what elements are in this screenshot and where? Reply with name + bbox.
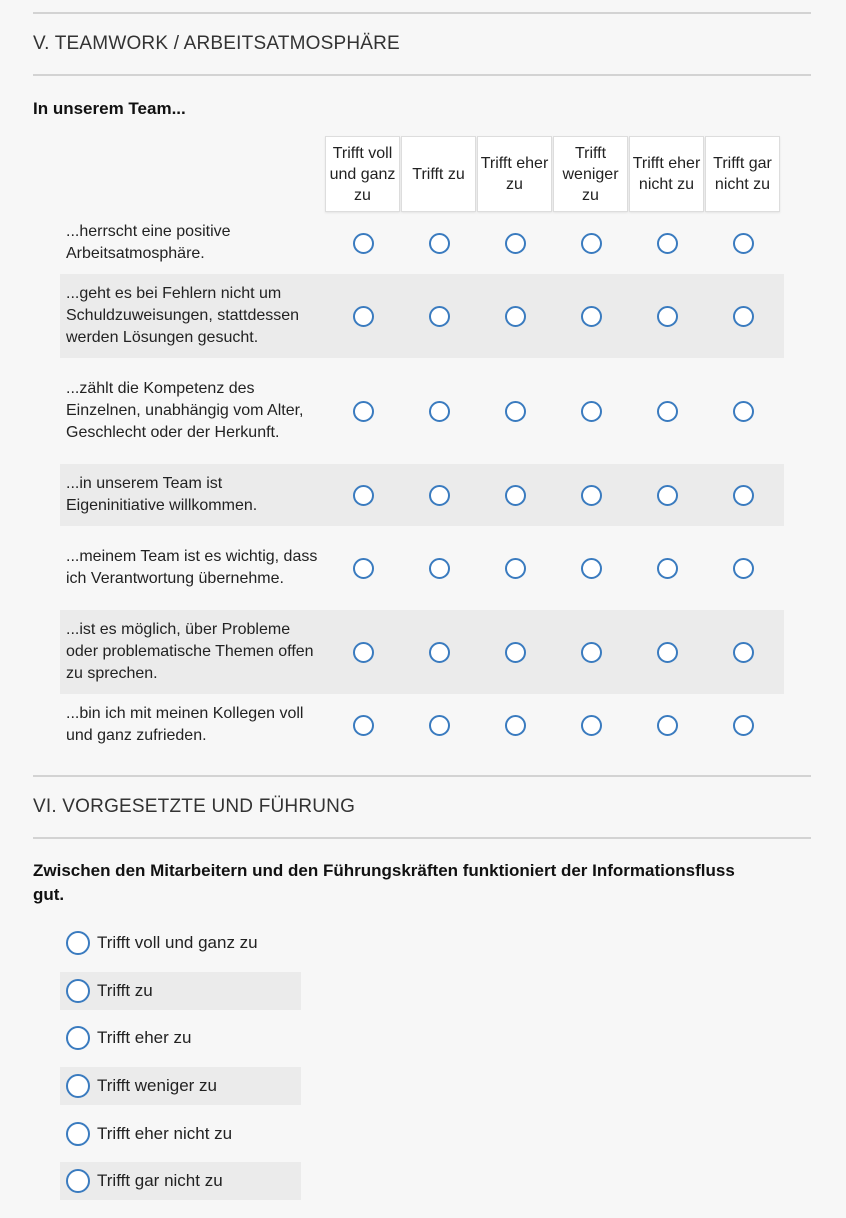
- radio-button[interactable]: [66, 1122, 90, 1146]
- column-header-5: Trifft eher nicht zu: [629, 136, 704, 212]
- radio-button[interactable]: [429, 485, 450, 506]
- section-divider: [33, 837, 811, 839]
- matrix-row-1: [60, 214, 784, 272]
- radio-button[interactable]: [733, 642, 754, 663]
- radio-button[interactable]: [505, 485, 526, 506]
- radio-button[interactable]: [505, 401, 526, 422]
- option-label[interactable]: Trifft gar nicht zu: [97, 1171, 223, 1190]
- matrix-row-6: [60, 610, 784, 694]
- radio-button[interactable]: [505, 715, 526, 736]
- radio-button[interactable]: [657, 485, 678, 506]
- radio-button[interactable]: [657, 306, 678, 327]
- option-trifft-voll-und-ganz-zu[interactable]: [60, 924, 301, 962]
- radio-button[interactable]: [66, 979, 90, 1003]
- option-trifft-weniger-zu[interactable]: [60, 1067, 301, 1105]
- question-title-team: In unserem Team...: [33, 99, 186, 118]
- radio-button[interactable]: [581, 401, 602, 422]
- matrix-row-label: ...ist es möglich, über Probleme oder problematische Themen offen zu sprechen.: [66, 621, 314, 682]
- option-trifft-gar-nicht-zu[interactable]: [60, 1162, 301, 1200]
- radio-button[interactable]: [581, 558, 602, 579]
- radio-button[interactable]: [657, 642, 678, 663]
- section-divider: [33, 12, 811, 14]
- section-title-teamwork: V. TEAMWORK / ARBEITSATMOSPHÄRE: [33, 33, 400, 54]
- radio-button[interactable]: [657, 558, 678, 579]
- radio-button[interactable]: [733, 401, 754, 422]
- option-trifft-zu[interactable]: [60, 972, 301, 1010]
- matrix-row-4: [60, 464, 784, 526]
- section-divider: [33, 74, 811, 76]
- radio-button[interactable]: [733, 233, 754, 254]
- radio-button[interactable]: [581, 715, 602, 736]
- radio-button[interactable]: [429, 642, 450, 663]
- radio-button[interactable]: [429, 233, 450, 254]
- radio-button[interactable]: [733, 558, 754, 579]
- option-label[interactable]: Trifft zu: [97, 981, 153, 1000]
- radio-button[interactable]: [505, 233, 526, 254]
- option-label[interactable]: Trifft eher zu: [97, 1028, 192, 1047]
- matrix-row-5: [60, 528, 784, 608]
- option-trifft-eher-nicht-zu[interactable]: [60, 1115, 301, 1153]
- matrix-row-label: ...geht es bei Fehlern nicht um Schuldzuweisungen, stattdessen werden Lösungen gesucht.: [66, 285, 300, 346]
- column-header-6: Trifft gar nicht zu: [705, 136, 780, 212]
- matrix-row-3: [60, 360, 784, 462]
- matrix-row-label: ...meinem Team ist es wichtig, dass ich Verantwortung übernehme.: [66, 548, 318, 587]
- column-header-4: Trifft weniger zu: [553, 136, 628, 212]
- matrix-row-7: [60, 696, 784, 754]
- radio-button[interactable]: [581, 642, 602, 663]
- radio-button[interactable]: [353, 306, 374, 327]
- matrix-column-headers: [325, 136, 781, 212]
- radio-button[interactable]: [657, 715, 678, 736]
- option-label[interactable]: Trifft eher nicht zu: [97, 1124, 233, 1143]
- radio-button[interactable]: [353, 485, 374, 506]
- radio-button[interactable]: [505, 306, 526, 327]
- radio-button[interactable]: [66, 1074, 90, 1098]
- matrix-row-label: ...zählt die Kompetenz des Einzelnen, unabhängig vom Alter, Geschlecht oder der Herkunft.: [66, 380, 304, 441]
- column-header-1: Trifft voll und ganz zu: [325, 136, 400, 212]
- radio-button[interactable]: [581, 306, 602, 327]
- radio-button[interactable]: [505, 642, 526, 663]
- radio-button[interactable]: [353, 233, 374, 254]
- radio-button[interactable]: [429, 558, 450, 579]
- column-header-2: Trifft zu: [401, 136, 476, 212]
- radio-button[interactable]: [733, 306, 754, 327]
- option-label[interactable]: Trifft weniger zu: [97, 1076, 217, 1095]
- section-title-leadership: VI. VORGESETZTE UND FÜHRUNG: [33, 796, 356, 817]
- radio-button[interactable]: [429, 306, 450, 327]
- radio-button[interactable]: [581, 485, 602, 506]
- matrix-row-label: ...herrscht eine positive Arbeitsatmosphäre.: [66, 223, 231, 262]
- section-divider: [33, 775, 811, 777]
- radio-button[interactable]: [505, 558, 526, 579]
- radio-button[interactable]: [657, 401, 678, 422]
- radio-button[interactable]: [353, 558, 374, 579]
- radio-button[interactable]: [581, 233, 602, 254]
- radio-button[interactable]: [353, 401, 374, 422]
- radio-button[interactable]: [66, 1026, 90, 1050]
- radio-button[interactable]: [733, 715, 754, 736]
- matrix-row-label: ...bin ich mit meinen Kollegen voll und ganz zufrieden.: [66, 705, 304, 744]
- radio-button[interactable]: [66, 1169, 90, 1193]
- radio-button[interactable]: [657, 233, 678, 254]
- question-title-information-flow: Zwischen den Mitarbeitern und den Führungskräften funktioniert der Informationsfluss gut.: [33, 861, 735, 904]
- column-header-3: Trifft eher zu: [477, 136, 552, 212]
- matrix-row-label: ...in unserem Team ist Eigeninitiative willkommen.: [66, 475, 258, 514]
- radio-button[interactable]: [429, 715, 450, 736]
- radio-button[interactable]: [733, 485, 754, 506]
- radio-button[interactable]: [353, 715, 374, 736]
- option-trifft-eher-zu[interactable]: [60, 1019, 301, 1057]
- matrix-row-2: [60, 274, 784, 358]
- option-label[interactable]: Trifft voll und ganz zu: [97, 933, 258, 952]
- radio-button[interactable]: [66, 931, 90, 955]
- radio-button[interactable]: [353, 642, 374, 663]
- radio-button[interactable]: [429, 401, 450, 422]
